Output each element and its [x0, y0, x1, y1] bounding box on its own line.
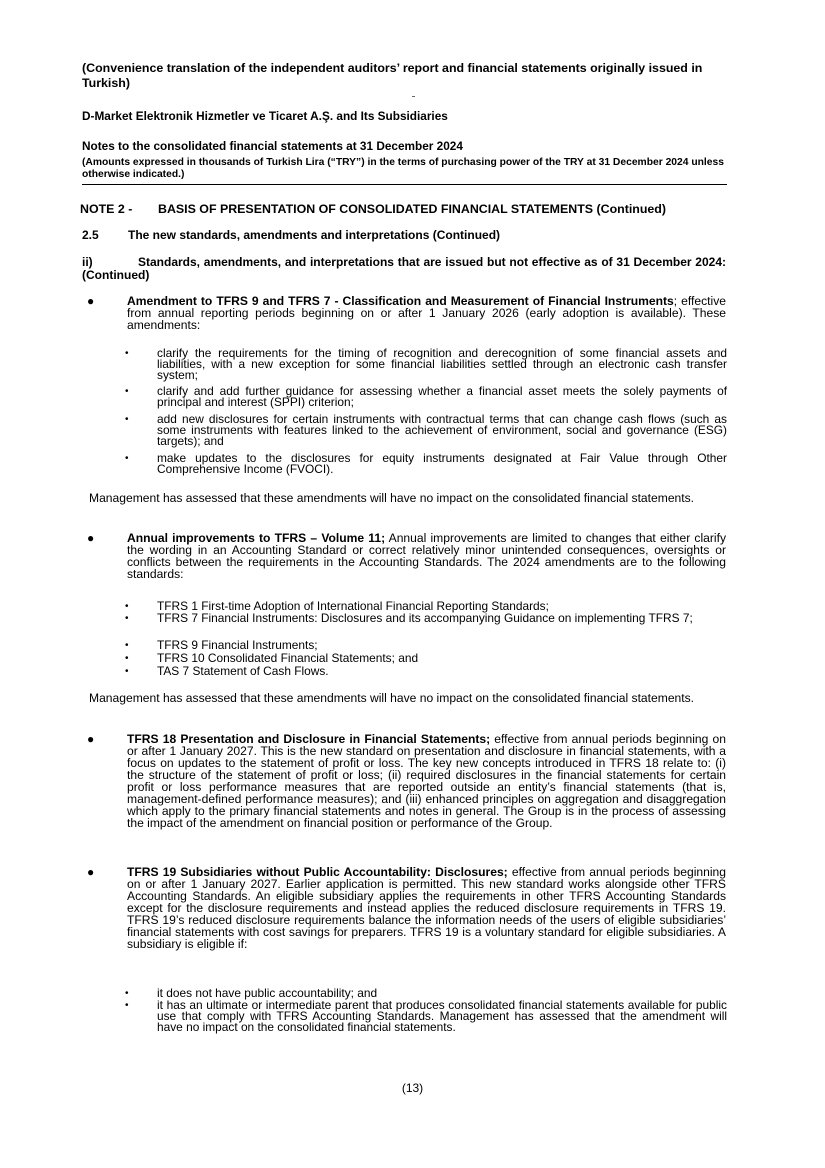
sub-bullet-text: TFRS 7 Financial Instruments: Disclosures and its accompanying Guidance on implementing TFRS 7;	[157, 611, 693, 625]
sub-bullet-icon: •	[125, 666, 129, 677]
section-title: The new standards, amendments and interpretations (Continued)	[128, 228, 501, 242]
item-heading: Annual improvements to TFRS – Volume 11;	[127, 531, 386, 545]
bullet-icon: ●	[87, 865, 95, 879]
sub-bullet-text: TFRS 1 First-time Adoption of International Financial Reporting Standards;	[157, 599, 549, 613]
sub-bullet-icon: •	[125, 453, 129, 464]
sub-bullet-icon: •	[125, 386, 129, 397]
sub-bullet-icon: •	[125, 601, 129, 612]
bullet-item-tfrs9-tfrs7	[87, 294, 726, 332]
sub-bullet-text: it has an ultimate or intermediate parent that produces consolidated financial statements available for public use that comply with TFRS Accounting Standards. Management has assessed that the amendment will have no impact on the consolidated financial statements.	[157, 998, 727, 1034]
sub-bullet-text: add new disclosures for certain instruments with contractual terms that can change cash flows (such as some instruments with features linked to the achievement of environment, social and governance (ESG) targets); and	[157, 412, 727, 448]
sub-bullet-icon: •	[125, 640, 129, 651]
note-heading	[80, 202, 728, 217]
item-text: effective from annual periods beginning on or after 1 January 2027. This is the new standard on presentation and disclosure in financial statements, with a focus on updates to the statement of profit or loss. The key new concepts introduced in TFRS 18 relate to: (i) the structure of the statement of profit or loss; (ii) required disclosures in the financial statements for certain profit or loss performance measures that are reported outside an entity’s financial statements (that is, management-defined performance measures); and (iii) enhanced principles on aggregation and disaggregation which apply to the primary financial statements and notes in general. The Group is in the process of assessing the impact of the amendment on financial position or performance of the Group.	[127, 732, 727, 830]
item-text: effective from annual periods beginning on or after 1 January 2027. Earlier application is permitted. This new standard works alongside other TFRS Accounting Standards. An eligible subsidiary applies the requirements in other TFRS Accounting Standards except for the disclosure requirements and instead applies the reduced disclosure requirements in TFRS 19. TFRS 19’s reduced disclosure requirements balance the information needs of the users of eligible subsidiaries’ financial statements with cost savings for preparers. TFRS 19 is a voluntary standard for eligible subsidiaries. A subsidiary is eligible if:	[127, 865, 726, 951]
management-conclusion: Management has assessed that these amendments will have no impact on the consolidated financial statements.	[89, 491, 695, 505]
sub-bullet-icon: •	[125, 1000, 129, 1011]
sub-bullet-text: TFRS 10 Consolidated Financial Statements; and	[157, 651, 419, 665]
item-heading: TFRS 18 Presentation and Disclosure in Financial Statements;	[127, 732, 491, 746]
translation-note: (Convenience translation of the independent auditors’ report and financial statements originally issued in Turkish)	[82, 61, 703, 90]
company-name: D-Market Elektronik Hizmetler ve Ticaret A.Ş. and Its Subsidiaries	[82, 109, 448, 123]
sub-bullet-icon: •	[125, 613, 129, 624]
sub-bullet-icon: •	[125, 653, 129, 664]
bullet-item-tfrs18	[87, 732, 727, 830]
subsection-heading	[82, 256, 726, 282]
sub-bullet	[125, 998, 727, 1034]
amounts-note: (Amounts expressed in thousands of Turkish Lira (“TRY”) in the terms of purchasing power of the TRY at 31 December 2024 unless otherwise indicated.)	[82, 157, 724, 180]
bullet-icon: ●	[87, 294, 95, 308]
subsection-number: ii)	[82, 255, 93, 269]
notes-title: Notes to the consolidated financial statements at 31 December 2024	[82, 139, 463, 153]
sub-bullet	[125, 651, 727, 665]
sub-bullet	[125, 412, 727, 448]
sub-bullet	[125, 451, 727, 476]
note-number: NOTE 2 -	[80, 202, 133, 216]
sub-bullet-icon: •	[125, 348, 129, 359]
stray-mark	[412, 96, 415, 97]
sub-bullet	[125, 611, 727, 625]
sub-bullet	[125, 384, 727, 409]
header-divider	[82, 184, 727, 185]
sub-bullet-icon: •	[125, 988, 129, 999]
sub-bullet-text: it does not have public accountability; and	[157, 986, 378, 1000]
page-number: (13)	[401, 1081, 424, 1095]
bullet-item-tfrs19	[87, 865, 726, 951]
bullet-icon: ●	[87, 531, 95, 545]
section-number: 2.5	[82, 228, 99, 242]
sub-bullet-text: clarify and add further guidance for assessing whether a financial asset meets the solely payments of principal and interest (SPPI) criterion;	[157, 384, 727, 409]
note-title: BASIS OF PRESENTATION OF CONSOLIDATED FINANCIAL STATEMENTS (Continued)	[158, 202, 666, 216]
item-heading: Amendment to TFRS 9 and TFRS 7 - Classification and Measurement of Financial Instruments	[127, 294, 674, 308]
management-conclusion: Management has assessed that these amendments will have no impact on the consolidated financial statements.	[89, 691, 695, 705]
sub-bullet-icon: •	[125, 414, 129, 425]
bullet-item-annual-improvements	[87, 531, 726, 581]
sub-bullet-text: clarify the requirements for the timing of recognition and derecognition of some financial assets and liabilities, with a new exception for some financial liabilities settled through an electronic cash transfer system;	[157, 346, 727, 382]
item-text: ; effective from annual reporting periods beginning on or after 1 January 2026 (early adoption is available). These amendments:	[127, 294, 726, 332]
sub-bullet-text: TAS 7 Statement of Cash Flows.	[157, 664, 329, 678]
sub-bullet-text: make updates to the disclosures for equity instruments designated at Fair Value through Other Comprehensive Income (FVOCI).	[157, 451, 727, 476]
item-heading: TFRS 19 Subsidiaries without Public Accountability: Disclosures;	[127, 865, 508, 879]
sub-bullet-text: TFRS 9 Financial Instruments;	[157, 638, 318, 652]
sub-bullet	[125, 664, 727, 678]
section-heading	[82, 228, 726, 242]
sub-bullet	[125, 638, 727, 652]
subsection-title: Standards, amendments, and interpretations that are issued but not effective as of 31 December 2024: (Continued)	[82, 255, 726, 282]
item-text: Annual improvements are limited to changes that either clarify the wording in an Accounting Standard or correct relatively minor unintended consequences, oversights or conflicts between the requirements in the Accounting Standards. The 2024 amendments are to the following standards:	[127, 531, 726, 581]
sub-bullet	[125, 346, 727, 382]
bullet-icon: ●	[87, 732, 95, 746]
